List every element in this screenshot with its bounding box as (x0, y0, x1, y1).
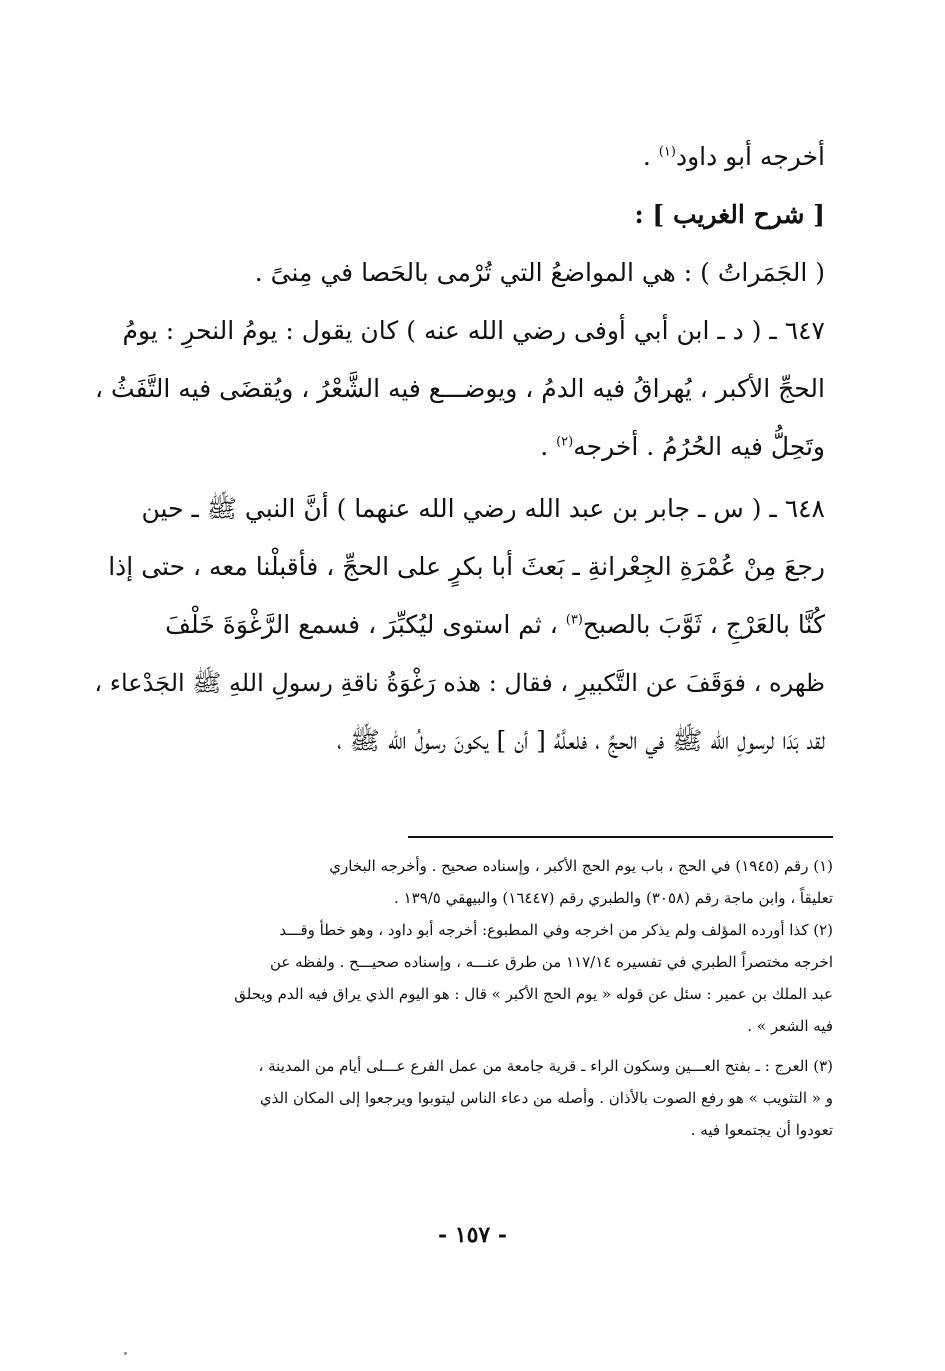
source-end: . (642, 142, 659, 171)
section-heading: [ شرح الغريب ] : (634, 200, 825, 229)
hadith-647-text: وتَحِلُّ فيه الحُرُمُ . أخرجه (573, 432, 825, 461)
hadith-647-end: . (540, 432, 557, 461)
hadith-647-line-3 (92, 418, 825, 476)
footnote-ref-2: (٢) (556, 434, 574, 450)
footnote-2 (100, 914, 833, 1042)
hadith-647-line-1: ٦٤٧ ـ ( د ـ ابن أبي أوفى رضي الله عنه ) كان يقول : يومُ النحرِ : يومُ (122, 316, 825, 345)
footnote-2-line-1: (٢) كذا أورده المؤلف ولم يذكر من اخرجه وفي المطبوع: أخرجه أبو داود ، وهو خطأ وقـــد (279, 921, 833, 939)
footnote-separator (408, 836, 833, 838)
main-text (92, 128, 825, 770)
footnote-1 (100, 850, 833, 914)
page-number: - ١٥٧ - (437, 1222, 508, 1248)
footnote-ref-3: (٣) (565, 612, 583, 628)
footnote-1-line-1: (١) رقم (١٩٤٥) في الحج ، باب يوم الحج الأكبر ، وإسناده صحيح . وأخرجه البخاري (329, 857, 833, 875)
hadith-648-text-a: كُنَّا بالعَرْجِ ، ثَوَّبَ بالصبح (582, 610, 825, 639)
scan-speck (124, 1352, 127, 1355)
spacer (100, 1042, 833, 1050)
footnote-3-line-3: تعودوا أن يجتمعوا فيه . (690, 1121, 833, 1139)
hadith-648-text-b: ، ثم استوى ليُكبِّرَ ، فسمع الرَّغْوَةَ خَلْفَ (165, 610, 566, 639)
source-line (92, 128, 825, 186)
footnote-3 (100, 1050, 833, 1146)
hadith-648-line-5: لقد بَدَا لرسولِ الله ﷺ في الحجِّ ، فلعلَّهُ [ أن ] يكونَ رسولُ الله ﷺ ، (336, 726, 825, 755)
footnote-ref-1: (١) (658, 144, 676, 160)
hadith-647-line-2: الحجِّ الأكبر ، يُهراقُ فيه الدمُ ، ويوضـــع فيه الشَّعْرُ ، ويُقضَى فيه التَّفَثُ ، (95, 374, 825, 403)
footnote-2-line-4: فيه الشعر » . (747, 1017, 833, 1035)
gloss-line: ( الجَمَراتُ ) : هي المواضعُ التي تُرْمى بالحَصا في مِنىً . (254, 258, 825, 287)
source-text: أخرجه أبو داود (675, 142, 825, 171)
footnote-2-line-3: عبد الملك بن عمير : سئل عن قوله « يوم الحج الأكبر » قال : هو اليوم الذي يراق فيه الدم ويحلق (234, 985, 833, 1003)
footnotes (100, 850, 833, 1146)
hadith-648-line-2: رجعَ مِنْ عُمْرَةِ الجِعْرانةِ ـ بَعثَ أبا بكرٍ على الحجِّ ، فأقبلْنا معه ، حتى إذا (108, 552, 825, 581)
hadith-648-line-4: ظهره ، فوَقَفَ عن التَّكبيرِ ، فقال : هذه رَغْوَةُ ناقةِ رسولِ اللهِ ﷺ الجَدْعاء ، (94, 669, 825, 697)
footnote-1-line-2: تعليقاً ، وابن ماجة رقم (٣٠٥٨) والطبري رقم (١٦٤٤٧) والبيهقي ١٣٩/٥ . (394, 889, 833, 907)
footnote-3-line-1: (٣) العرج : ـ بفتح العـــين وسكون الراء ـ قرية جامعة من عمل الفرع عـــلى أيام من المدينة ، (258, 1057, 833, 1075)
hadith-648-line-3 (92, 596, 825, 654)
footnote-2-line-2: اخرجه مختصراً الطبري في تفسيره ١١٧/١٤ من طرق عنـــه ، وإسناده صحيـــح . ولفظه عن (269, 953, 833, 971)
footnote-3-line-2: و « التثويب » هو رفع الصوت بالأذان . وأصله من دعاء الناس ليتوبوا ويرجعوا إلى المكان الذي (259, 1089, 833, 1107)
hadith-648-line-1: ٦٤٨ ـ ( س ـ جابر بن عبد الله رضي الله عنهما ) أنَّ النبي ﷺ ـ حين (141, 494, 825, 523)
